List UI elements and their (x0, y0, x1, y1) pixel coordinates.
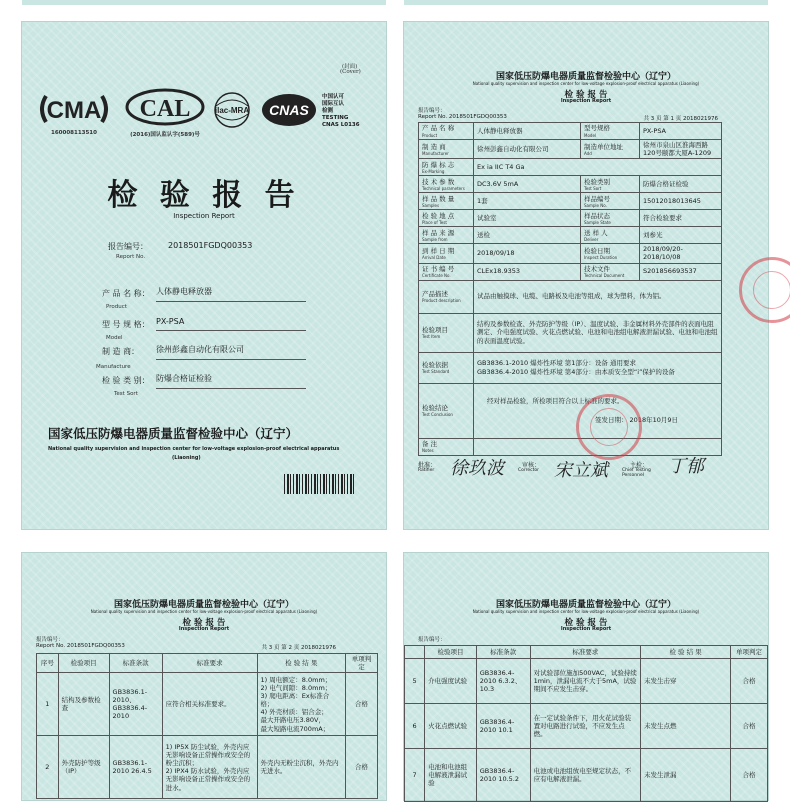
p1-info-row (419, 193, 722, 210)
p1-row-value: 送检 (474, 227, 581, 244)
p1-row-value-2: S201856693537 (640, 263, 722, 280)
p2-title: 检 验 报 告 (182, 618, 226, 628)
p1-row-value: 试验室 (474, 210, 581, 227)
p3-cell-result: 未发生泄漏 (641, 749, 731, 802)
p1-row-label-2: 样品编号 Sample No. (581, 193, 640, 210)
p1-desc-row (419, 280, 722, 313)
p1-basis-value: GB3836.1-2010 爆炸性环境 第1部分：设备 通用要求 GB3836.4-2010 爆炸性环境 第4部分：由本质安全型“i”保护的设备 (474, 352, 722, 383)
field-model-label: 型 号 规 格： (102, 320, 150, 329)
p2-title-en: Inspection Report (178, 626, 230, 632)
field-product-value: 人体静电释放器 (156, 286, 306, 302)
table-row (405, 704, 768, 749)
p1-row-value-2: 符合检验要求 (640, 210, 722, 227)
top-strip-right (404, 0, 768, 5)
p1-report-no-label: 报告编号： (418, 108, 446, 114)
cnas-side-4: CNAS L0136 (322, 122, 360, 128)
p2-cell-clause: GB3836.1-2010 26.4.5 (109, 736, 162, 799)
cover-center-name-en: National quality supervision and inspection center for low-voltage explosion-proof electrical apparatus (48, 446, 340, 452)
p3-header-row (405, 646, 768, 659)
p2-page-info: 共 3 页 第 2 页 2018021976 (261, 645, 336, 651)
p1-info-row (419, 227, 722, 244)
table-row (405, 749, 768, 802)
p3-header-cell (405, 646, 425, 659)
field-sort-label-en: Test Sort (114, 391, 138, 397)
p3-cell-result: 未发生击穿 (641, 659, 731, 704)
p1-row-value: 1套 (474, 193, 581, 210)
p1-page-info: 共 3 页 第 1 页 2018021976 (643, 116, 718, 122)
p1-info-row (419, 210, 722, 227)
p2-cell-no: 1 (37, 673, 59, 736)
p2-header-cell: 序号 (37, 654, 59, 673)
cover-report-no-label: 报告编号： (108, 242, 148, 251)
p3-center-name: 国家低压防爆电器质量监督检验中心（辽宁） (495, 600, 676, 610)
ilac-logo (208, 90, 256, 130)
p3-title-en: Inspection Report (560, 626, 612, 632)
p2-center-name: 国家低压防爆电器质量监督检验中心（辽宁） (113, 600, 294, 610)
p3-report-no-label: 报告编号： (418, 637, 446, 643)
p2-cell-judge: 合格 (346, 736, 378, 799)
p1-row-value: 2018/09/18 (474, 244, 581, 263)
p3-header-cell: 检 验 结 果 (641, 646, 731, 659)
cover-report-no: 2018501FGDQ00353 (168, 241, 253, 250)
p2-center-name-en: National quality supervision and inspection center for low-voltage explosion-proof electrical apparatus (Liaoning) (90, 609, 318, 614)
p1-row-label-2: 送 样 人 Deliver (581, 227, 640, 244)
field-sort-value: 防爆合格证检验 (156, 373, 306, 389)
p2-cell-result: 外壳内无粉尘沉积，外壳内无进水。 (257, 736, 345, 799)
cover-label: (封面) (342, 64, 358, 70)
p1-corrector-sig: 宋立斌 (554, 460, 608, 481)
p1-row-label: 技 术 参 数 Technical parameters (419, 176, 474, 193)
barcode (284, 474, 356, 494)
p1-center-name-en: National quality supervision and inspection center for low-voltage explosion-proof electrical apparatus (Liaoning) (472, 81, 700, 86)
p1-row-value: CLEx18.9353 (474, 263, 581, 280)
p3-center-name-en: National quality supervision and inspection center for low-voltage explosion-proof electrical apparatus (Liaoning) (472, 609, 700, 614)
p1-title: 检 验 报 告 (564, 90, 608, 100)
p1-info-row (419, 176, 722, 193)
p1-row-value: Ex ia IIC T4 Ga (474, 159, 722, 176)
p2-cell-clause: GB3836.1-2010、GB3836.4-2010 (109, 673, 162, 736)
p1-conclusion-label: 检验结论 Test Conclusion (419, 383, 474, 438)
p3-cell-judge: 合格 (731, 704, 768, 749)
p1-items-label: 检验项目 Test Item (419, 313, 474, 352)
p3-cell-clause: GB3836.4-2010 10.5.2 (476, 749, 530, 802)
report-page-3 (404, 553, 768, 800)
field-sort-label: 检 验 类 别： (102, 376, 150, 385)
p3-cell-req: 电池或电池组放电至规定状态，不应有电解液泄漏。 (530, 749, 640, 802)
p2-cell-item: 外壳防护等级（IP） (58, 736, 109, 799)
p1-items-value: 结构及参数检查、外壳防护等级（IP）、温度试验、非金属材料外壳部件的表面电阻测定、介电强度试验、火花点燃试验、电池和电池组电解液泄漏试验、电池和电池组的表面温度试验。 (474, 313, 722, 352)
cnas-text: CNAS (269, 102, 309, 118)
cover-title-en: Inspection Report (173, 212, 235, 220)
p1-corrector-label: 审核： (522, 462, 541, 469)
p2-cell-req: 应符合相关标准要求。 (162, 673, 257, 736)
p2-header-cell: 标准要求 (162, 654, 257, 673)
cnas-side-0: 中国认可 (322, 94, 345, 100)
p3-header-cell: 标准要求 (530, 646, 640, 659)
p3-cell-item: 介电强度试验 (425, 659, 477, 704)
p1-basis-row (419, 352, 722, 383)
p3-cell-no: 6 (405, 704, 425, 749)
p2-cell-result: 1) 周电额定：8.0mm； 2) 电气间隙：8.0mm； 3) 爬电距离：Ex标准合格； 4) 外壳材质：铝合金； 最大开路电压3.80V， 最大短路电流700mA； (257, 673, 345, 736)
p1-stamp-center (576, 394, 642, 460)
p3-cell-req: 对试验部位施加500VAC，试验持续1min，泄漏电流不大于5mA，试验期间不应发生击穿。 (530, 659, 640, 704)
p1-row-value-2: 15012018013645 (640, 193, 722, 210)
p1-info-row (419, 159, 722, 176)
cal-logo (120, 88, 210, 138)
cnas-side-1: 国际互认 (322, 101, 345, 107)
p1-row-label-2: 制造单位地址 Add (581, 140, 640, 159)
ilac-text: ilac-MRA (214, 106, 250, 115)
p1-info-row (419, 140, 722, 159)
p3-title: 检 验 报 告 (564, 618, 608, 628)
table-row (37, 673, 378, 736)
p3-header-cell: 标准条款 (476, 646, 530, 659)
field-model-label-en: Model (106, 335, 123, 341)
cover-center-name-en2: (Liaoning) (172, 455, 201, 461)
cover-report-no-label-en: Report No. (116, 254, 146, 260)
cover-center-name: 国家低压防爆电器质量监督检验中心（辽宁） (48, 426, 299, 441)
p1-row-label-2: 型号规格 Model (581, 123, 640, 140)
p1-conclusion-value: 经对样品检验，所检项目符合以上标准的要求。 签发日期： 2018年10月9日 (474, 383, 722, 438)
p3-cell-item: 火花点燃试验 (425, 704, 477, 749)
cma-number: 160008113510 (51, 130, 97, 136)
p1-title-en: Inspection Report (560, 98, 612, 104)
p2-header-cell: 单项判定 (346, 654, 378, 673)
p1-row-label: 产 品 名 称 Product (419, 123, 474, 140)
p2-header-row (37, 654, 378, 673)
p1-tester-label: 主检： (630, 462, 649, 469)
p1-info-table (418, 122, 722, 456)
p1-row-label: 证 书 编 号 Certificate No. (419, 263, 474, 280)
field-maker-value: 徐州彭鑫自动化有限公司 (156, 344, 306, 360)
p1-center-name: 国家低压防爆电器质量监督检验中心（辽宁） (495, 72, 676, 82)
p1-row-label: 到 样 日 期 Arrival Date (419, 244, 474, 263)
p1-row-label: 样 品 数 量 Samples (419, 193, 474, 210)
p3-cell-result: 未发生点燃 (641, 704, 731, 749)
p1-row-value-2: 防爆合格证检验 (640, 176, 722, 193)
p3-cell-req: 在一定试验条件下，用火花试验装置对电路进行试验，不应发生点燃。 (530, 704, 640, 749)
p1-info-row (419, 263, 722, 280)
p1-row-label-2: 样品状态 Sample State (581, 210, 640, 227)
p1-row-value-2: 2018/09/20-2018/10/08 (640, 244, 722, 263)
cma-text: CMA (46, 97, 102, 124)
p1-info-row (419, 123, 722, 140)
p3-header-cell: 单项判定 (731, 646, 768, 659)
p3-cell-clause: GB3836.4-2010 10.1 (476, 704, 530, 749)
p3-results-table (404, 645, 768, 802)
cnas-side-3: TESTING (322, 115, 349, 121)
p1-row-value-2: PX-PSA (640, 123, 722, 140)
field-maker-label-en: Manufacture (96, 364, 131, 370)
p1-desc-label: 产品描述 Product description (419, 280, 474, 313)
field-maker-label: 制 造 商： (102, 347, 140, 356)
p1-info-row (419, 244, 722, 263)
cnas-side-text (322, 94, 360, 129)
p2-cell-item: 结构及参数检查 (58, 673, 109, 736)
cal-number: (2016)国认监认字(589)号 (130, 132, 200, 138)
cal-text: CAL (139, 96, 191, 122)
p2-header-cell: 检 验 结 果 (257, 654, 345, 673)
p1-row-label: 样 品 来 源 Sample from (419, 227, 474, 244)
field-product-label-en: Product (106, 304, 127, 310)
field-product-label: 产 品 名 称： (102, 289, 150, 298)
p1-basis-label: 检验依据 Test Standard (419, 352, 474, 383)
p1-row-label: 检 验 地 点 Place of Test (419, 210, 474, 227)
p2-report-no: Report No. 2018501FGDQ00353 (36, 643, 125, 649)
p1-report-no: Report No. 2018501FGDQ00353 (418, 114, 507, 120)
p1-items-row (419, 313, 722, 352)
field-model-value: PX-PSA (156, 317, 306, 331)
cover-sheet (22, 22, 386, 529)
p1-ratifier-label: 批准： (418, 462, 437, 469)
p1-row-label: 防 爆 标 志 Ex-Marking (419, 159, 474, 176)
p2-header-cell: 标准条款 (109, 654, 162, 673)
cnas-logo (260, 92, 318, 128)
p1-row-value: 人体静电释放器 (474, 123, 581, 140)
p1-row-value-2: 刘参光 (640, 227, 722, 244)
cnas-side-2: 检测 (322, 108, 334, 114)
p3-cell-clause: GB3836.4-2010 6.3.2、10.3 (476, 659, 530, 704)
p1-row-label: 制 造 商 Manufacturer (419, 140, 474, 159)
p1-tester-en: Chief Testing Personnel (622, 468, 651, 478)
table-row (405, 659, 768, 704)
report-page-1 (404, 22, 768, 529)
p1-row-value: DC3.6V 5mA (474, 176, 581, 193)
p1-conclusion-row (419, 383, 722, 438)
p1-remarks-label: 备 注 Notes (419, 438, 474, 455)
p2-cell-no: 2 (37, 736, 59, 799)
cover-label-en: (Cover) (340, 69, 361, 75)
p2-report-no-label: 报告编号： (36, 637, 64, 643)
p1-row-value-2: 徐州市泉山区淮海西路120号颐都大厦A-1209 (640, 140, 722, 159)
p2-results-table (36, 653, 378, 799)
p1-desc-value: 试品由触摸球、电缆、电路板及电池等组成，球为塑料，体为铝。 (474, 280, 722, 313)
report-page-2 (22, 553, 386, 800)
p1-row-label-2: 技术文件 Technical Document (581, 263, 640, 280)
p1-ratifier-sig: 徐玖波 (450, 458, 504, 479)
p1-tester-sig: 丁郁 (668, 456, 704, 477)
top-strip-left (22, 0, 386, 5)
p2-header-cell: 检验项目 (58, 654, 109, 673)
p3-cell-no: 5 (405, 659, 425, 704)
p3-cell-item: 电池和电池组电解液泄漏试验 (425, 749, 477, 802)
p3-cell-judge: 合格 (731, 749, 768, 802)
p1-row-label-2: 检验日期 Inspect Duration (581, 244, 640, 263)
p1-corrector-en: Corrector (518, 468, 540, 473)
p3-cell-no: 7 (405, 749, 425, 802)
p1-stamp-right (739, 257, 790, 323)
p1-ratifier-en: Ratifier (418, 468, 435, 473)
p3-cell-judge: 合格 (731, 659, 768, 704)
cover-title: 检 验 报 告 (107, 178, 301, 213)
p2-cell-req: 1) IP5X 防尘试验，外壳内应无影响设备正常操作或安全的粉尘沉积； 2) IPX4 防水试验，外壳内应无影响设备正常操作或安全的进水。 (162, 736, 257, 799)
table-row (37, 736, 378, 799)
p2-cell-judge: 合格 (346, 673, 378, 736)
p1-row-label-2: 检验类别 Test Sort (581, 176, 640, 193)
cma-logo (40, 92, 108, 136)
p3-header-cell: 检验项目 (425, 646, 477, 659)
p1-row-value: 徐州彭鑫自动化有限公司 (474, 140, 581, 159)
